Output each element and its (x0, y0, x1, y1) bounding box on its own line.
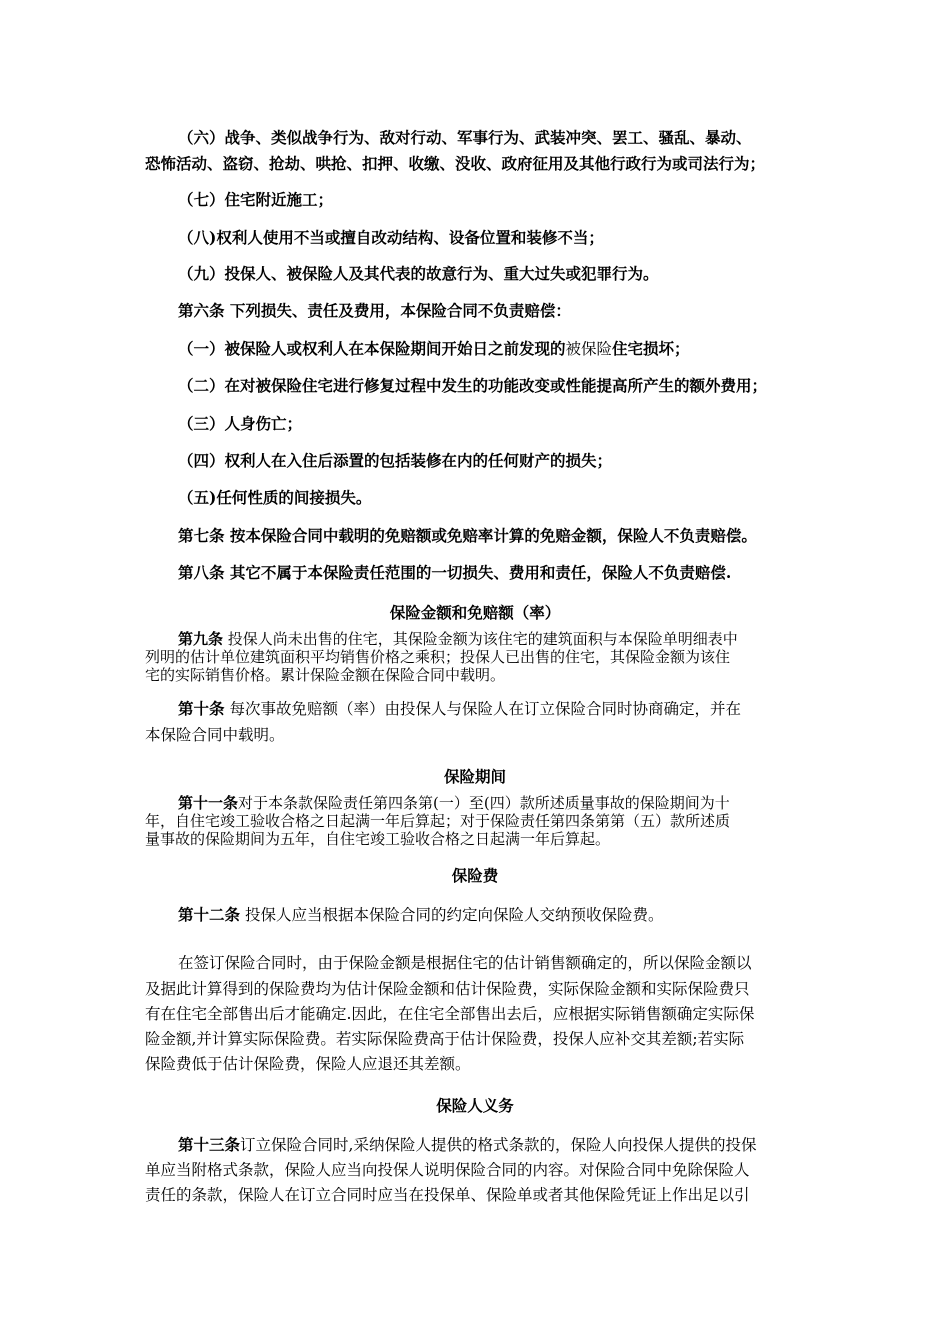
article-9-line2: 列明的估计单位建筑面积平均销售价格之乘积；投保人已出售的住宅，其保险金额为该住 (145, 648, 731, 666)
article-10-line2: 本保险合同中载明。 (145, 726, 285, 744)
article-6-item1-part3: 住宅损坏； (612, 339, 690, 358)
article-8: 第八条 其它不属于本保险责任范围的一切损失、费用和责任，保险人不负责赔偿. (178, 563, 732, 582)
article-11-line1 (178, 794, 730, 812)
article-10-label: 第十条 (178, 699, 225, 718)
section-heading-amount: 保险金额和免赔额（率） (389, 603, 561, 622)
article-7: 第七条 按本保险合同中载明的免赔额或免赔率计算的免赔金额，保险人不负责赔偿。 (178, 526, 757, 545)
clause-item-6-line2: 恐怖活动、盗窃、抢劫、哄抢、扣押、收缴、没收、政府征用及其他行政行为或司法行为； (145, 154, 766, 173)
article-6-item1-part1: （一）被保险人或权利人在本保险期间开始日之前发现的 (178, 339, 566, 358)
article-12-text: 投保人应当根据本保险合同的约定向保险人交纳预收保险费。 (240, 906, 664, 924)
clause-item-8: （八)权利人使用不当或擅自改动结构、设备位置和装修不当； (178, 228, 604, 247)
article-9-label: 第九条 (178, 630, 224, 648)
section-heading-duties: 保险人义务 (436, 1096, 514, 1115)
article-9-line3: 宅的实际销售价格。累计保险金额在保险合同中载明。 (145, 666, 506, 684)
premium-paragraph-line1: 在签订保险合同时，由于保险金额是根据住宅的估计销售额确定的，所以保险金额以 (178, 954, 752, 972)
clause-item-6-line1: （六）战争、类似战争行为、敌对行动、军事行为、武装冲突、罢工、骚乱、暴动、 (178, 128, 752, 147)
premium-paragraph-line2: 及据此计算得到的保险费均为估计保险金额和估计保险费，实际保险金额和实际保险费只 (145, 980, 750, 998)
article-11-text1: 对于本条款保险责任第四条第(一）至(四）款所述质量事故的保险期间为十 (238, 794, 730, 812)
article-12-label: 第十二条 (178, 905, 241, 924)
article-6-item1 (178, 339, 690, 359)
article-6-title: 第六条 下列损失、责任及费用，本保险合同不负责赔偿： (178, 301, 571, 320)
section-heading-period: 保险期间 (443, 767, 506, 786)
section-heading-premium: 保险费 (451, 866, 499, 885)
article-13-line3: 责任的条款，保险人在订立合同时应当在投保单、保险单或者其他保险凭证上作出足以引 (145, 1186, 750, 1204)
premium-paragraph-line3: 有在住宅全部售出后才能确定.因此，在住宅全部售出去后，应根据实际销售额确定实际保 (145, 1005, 755, 1023)
article-11-line3: 量事故的保险期间为五年，自住宅竣工验收合格之日起满一年后算起。 (145, 830, 611, 848)
article-9-line1 (178, 630, 738, 648)
clause-item-9: （九）投保人、被保险人及其代表的故意行为、重大过失或犯罪行为。 (178, 264, 659, 283)
article-6-item3: （三）人身伤亡； (178, 414, 303, 433)
article-13-text1: 订立保险合同时,采纳保险人提供的格式条款的，保险人向投保人提供的投保 (240, 1136, 757, 1154)
article-13-line2: 单应当附格式条款，保险人应当向投保人说明保险合同的内容。对保险合同中免除保险人 (145, 1161, 750, 1179)
article-9-text1: 投保人尚未出售的住宅，其保险金额为该住宅的建筑面积与本保险单明细表中 (223, 630, 738, 648)
article-6-item1-part2: 被保险 (565, 340, 613, 358)
article-11-label: 第十一条 (178, 794, 239, 812)
article-10-text1: 每次事故免赔额（率）由投保人与保险人在订立保险合同时协商确定，并在 (224, 700, 741, 718)
article-11-line2: 年，自住宅竣工验收合格之日起满一年后算起；对于保险责任第四条第第（五）款所述质 (145, 812, 731, 830)
article-6-item5: （五)任何性质的间接损失。 (178, 488, 372, 507)
premium-paragraph-line5: 保险费低于估计保险费，保险人应退还其差额。 (145, 1055, 471, 1073)
article-10-line1 (178, 699, 741, 719)
clause-item-7: （七）住宅附近施工； (178, 190, 334, 209)
article-6-item4: （四）权利人在入住后添置的包括装修在内的任何财产的损失； (178, 451, 613, 470)
article-12 (178, 905, 663, 925)
premium-paragraph-line4: 险金额,并计算实际保险费。若实际保险费高于估计保险费，投保人应补交其差额;若实际 (145, 1030, 745, 1048)
article-13-line1 (178, 1135, 756, 1155)
article-6-item2: （二）在对被保险住宅进行修复过程中发生的功能改变或性能提高所产生的额外费用； (178, 376, 768, 395)
article-13-label: 第十三条 (178, 1135, 241, 1154)
